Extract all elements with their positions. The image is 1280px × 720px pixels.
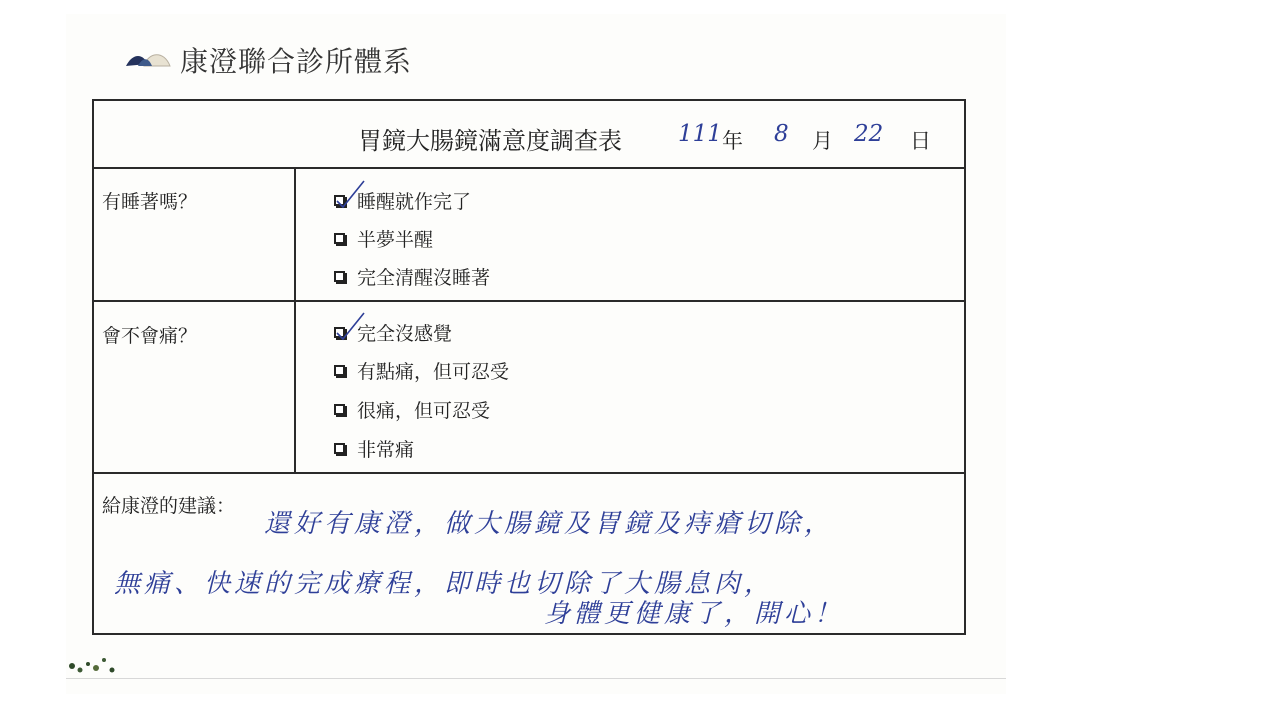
handwritten-line-2[interactable]: 無痛、快速的完成療程，即時也切除了大腸息肉， [114,569,775,599]
option-sleep-2[interactable] [334,225,433,252]
option-label: 半夢半醒 [357,229,434,251]
option-sleep-1[interactable] [334,187,471,214]
option-label: 完全沒感覺 [357,323,453,345]
checkbox-checked[interactable] [334,327,345,338]
checkmark-icon [334,179,368,209]
date-year-value[interactable]: 111 [678,121,722,147]
option-pain-4[interactable] [334,435,414,462]
date-day-value[interactable]: 22 [854,121,884,147]
option-label: 很痛，但可忍受 [357,400,491,422]
option-label: 有點痛，但可忍受 [357,361,510,383]
option-sleep-3[interactable] [334,263,490,290]
checkbox[interactable] [334,365,345,376]
option-pain-1[interactable] [334,319,452,346]
divider [94,300,964,302]
leaf-decoration-icon [66,650,126,680]
date-day-label: 日 [910,129,931,153]
checkbox-checked[interactable] [334,195,345,206]
checkbox[interactable] [334,443,345,454]
survey-form [92,99,966,635]
checkmark-icon [334,311,368,341]
form-title: 胃鏡大腸鏡滿意度調查表 [358,127,622,155]
suggestion-label: 給康澄的建議： [102,495,236,517]
date-year-label: 年 [722,129,743,153]
option-label: 非常痛 [357,439,415,461]
option-label: 完全清醒沒睡著 [357,267,491,289]
option-pain-3[interactable] [334,396,490,423]
paper-edge [66,678,1006,679]
handwritten-line-1[interactable]: 還好有康澄，做大腸鏡及胃鏡及痔瘡切除， [264,509,835,539]
date-month-label: 月 [812,129,833,153]
checkbox[interactable] [334,404,345,415]
option-pain-2[interactable] [334,357,509,384]
checkbox[interactable] [334,271,345,282]
column-divider [294,167,296,474]
org-name: 康澄聯合診所體系 [180,45,413,78]
option-label: 睡醒就作完了 [357,191,472,213]
checkbox[interactable] [334,233,345,244]
clinic-logo-icon [124,44,174,74]
question-pain: 會不會痛？ [102,325,198,347]
question-sleep: 有睡著嗎？ [102,191,198,213]
handwritten-line-3[interactable]: 身體更健康了，開心！ [544,599,845,629]
date-month-value[interactable]: 8 [774,121,789,147]
divider [94,167,964,169]
divider [94,472,964,474]
